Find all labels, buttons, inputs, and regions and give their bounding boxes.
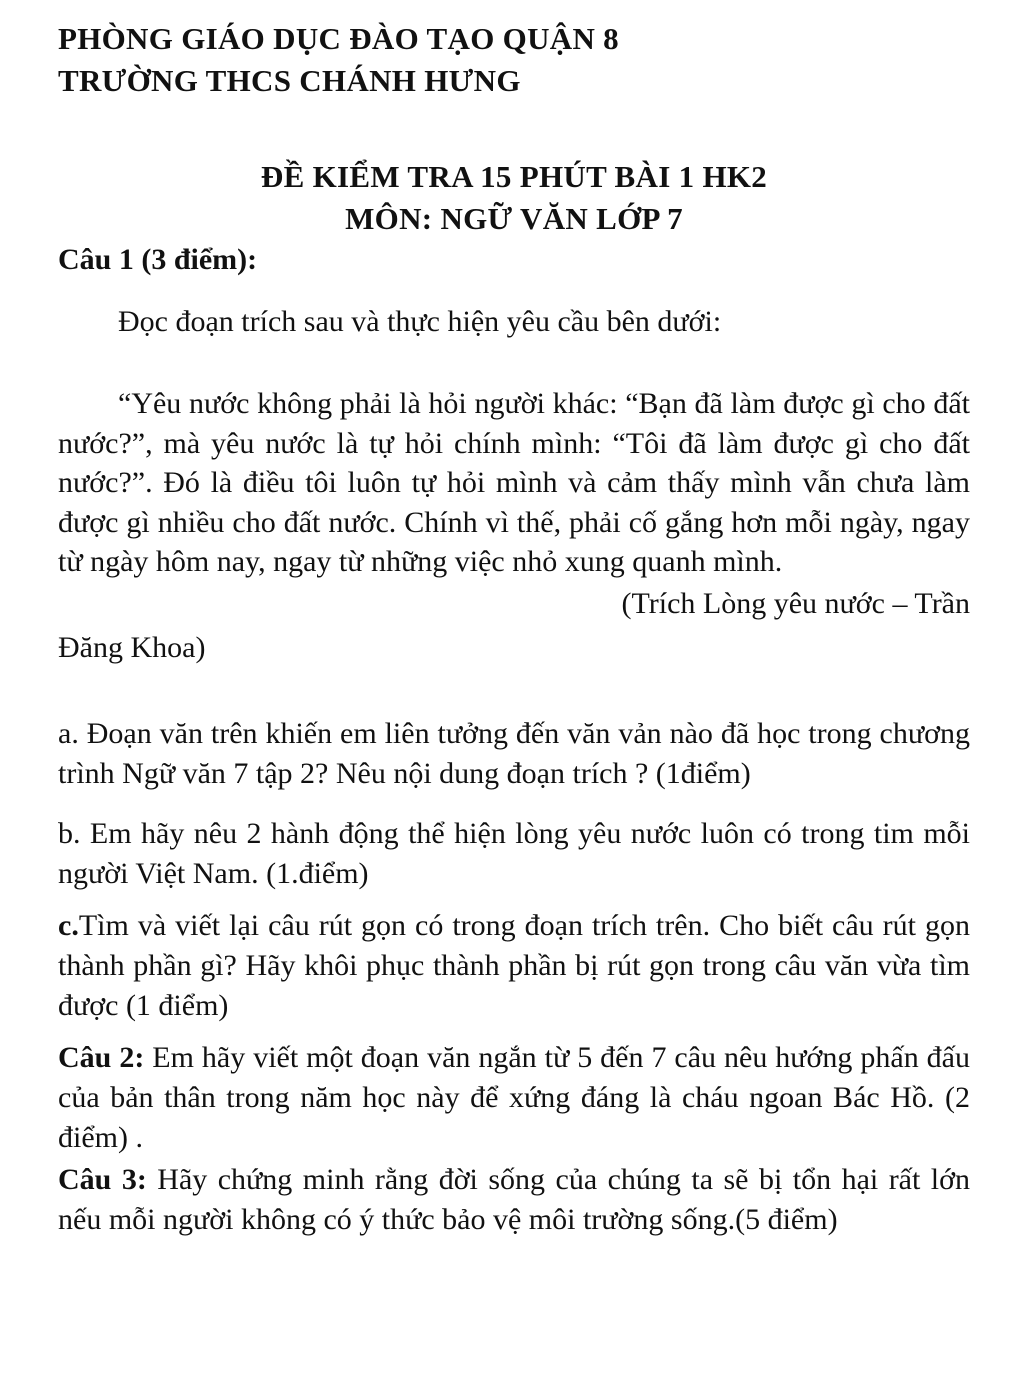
exam-title: ĐỀ KIỂM TRA 15 PHÚT BÀI 1 HK2 xyxy=(260,159,768,194)
question1-part-a: a. Đoạn văn trên khiến em liên tưởng đến văn vản nào đã học trong chương trình Ngữ văn 7 tập 2? Nêu nội dung đoạn trích ? (1điểm) xyxy=(58,716,970,790)
quoted-passage: “Yêu nước không phải là hỏi người khác: “Bạn đã làm được gì cho đất nước?”, mà yêu nước là tự hỏi chính mình: “Tôi đã làm được gì cho đất nước?”. Đó là điều tôi luôn tự hỏi mình và cảm thấy mình vẫn chưa làm được gì nhiều cho đất nước. Chính vì thế, phải cố gắng hơn mỗi ngày, ngay từ ngày hôm nay, ngay từ những việc nhỏ xung quanh mình. xyxy=(58,387,970,578)
school-name: TRƯỜNG THCS CHÁNH HƯNG xyxy=(58,63,521,98)
part-c-label: c. xyxy=(58,908,79,942)
passage-source-author: Đăng Khoa) xyxy=(58,630,206,664)
department-name: PHÒNG GIÁO DỤC ĐÀO TẠO QUẬN 8 xyxy=(58,21,619,56)
question3-label: Câu 3: xyxy=(58,1162,147,1196)
question1-instruction: Đọc đoạn trích sau và thực hiện yêu cầu bên dưới: xyxy=(118,305,722,338)
question1-part-b: b. Em hãy nêu 2 hành động thể hiện lòng yêu nước luôn có trong tim mỗi người Việt Nam. (1.điểm) xyxy=(58,816,970,890)
question3 xyxy=(58,1160,970,1240)
question3-text: Hãy chứng minh rằng đời sống của chúng ta sẽ bị tổn hại rất lớn nếu mỗi người không có ý thức bảo vệ môi trường sống.(5 điểm) xyxy=(58,1162,970,1236)
question2-label: Câu 2: xyxy=(58,1040,145,1074)
passage-source: (Trích Lòng yêu nước – Trần xyxy=(621,586,970,620)
part-c-text: Tìm và viết lại câu rút gọn có trong đoạn trích trên. Cho biết câu rút gọn thành phần gì? Hãy khôi phục thành phần bị rút gọn trong câu văn vừa tìm được (1 điểm) xyxy=(58,908,970,1022)
question2-text: Em hãy viết một đoạn văn ngắn từ 5 đến 7 câu nêu hướng phấn đấu của bản thân trong năm học này để xứng đáng là cháu ngoan Bác Hồ. (2 điểm) . xyxy=(58,1040,970,1154)
question1-part-c xyxy=(58,906,970,1026)
question1-heading: Câu 1 (3 điểm): xyxy=(58,243,258,276)
exam-document xyxy=(58,18,970,1240)
exam-subject: MÔN: NGỮ VĂN LỚP 7 xyxy=(345,201,683,236)
question2 xyxy=(58,1038,970,1158)
